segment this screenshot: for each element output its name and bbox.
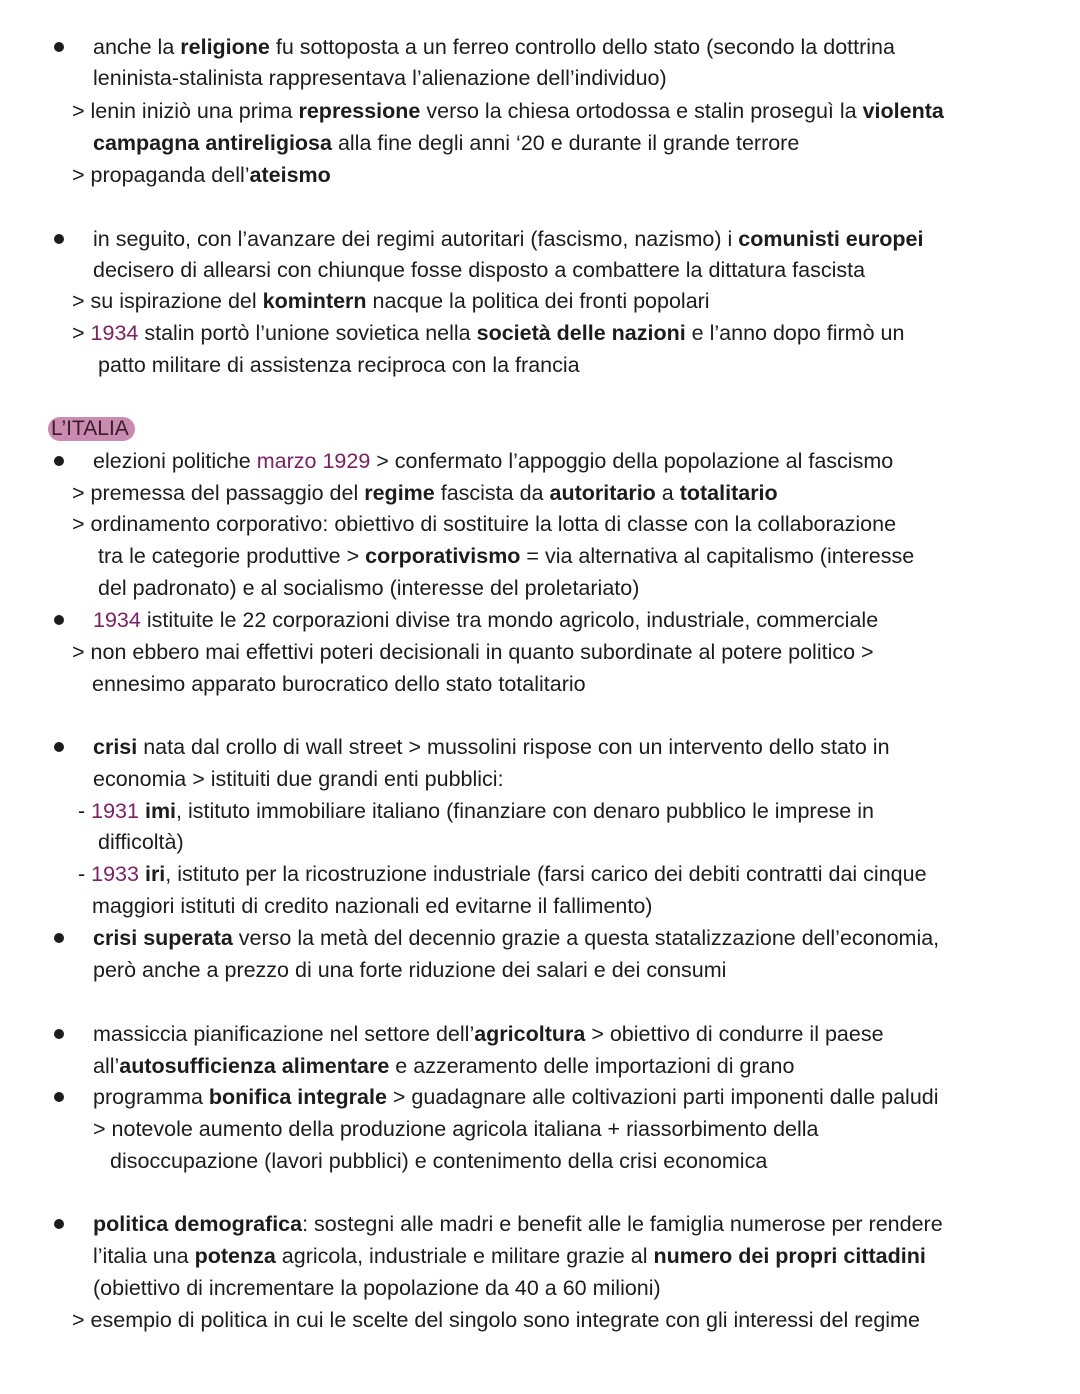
text-line xyxy=(93,766,504,792)
text-segment: patto militare di assistenza reciproca con la francia xyxy=(98,353,580,377)
text-segment: nata dal crollo di wall street > mussolini rispose con un intervento dello stato in xyxy=(137,735,890,759)
text-segment: > lenin iniziò una prima xyxy=(72,99,299,123)
text-line xyxy=(98,352,580,378)
text-line xyxy=(72,639,874,665)
text-segment: > obiettivo di condurre il paese xyxy=(585,1022,884,1046)
text-segment: programma xyxy=(93,1085,209,1109)
date-text: 1931 xyxy=(91,799,139,823)
text-segment: però anche a prezzo di una forte riduzione dei salari e dei consumi xyxy=(93,958,727,982)
text-segment: fascista da xyxy=(434,481,550,505)
text-line xyxy=(93,130,799,156)
text-segment: > esempio di politica in cui le scelte del singolo sono integrate con gli interessi del regime xyxy=(72,1308,920,1332)
text-line xyxy=(93,925,939,951)
text-line xyxy=(78,798,874,824)
bullet-icon xyxy=(54,1029,64,1039)
text-line xyxy=(93,1053,794,1079)
text-segment: > ordinamento corporativo: obiettivo di sostituire la lotta di classe con la collaborazione xyxy=(72,512,897,536)
text-segment: > propaganda dell’ xyxy=(72,163,250,187)
text-line xyxy=(93,257,865,283)
text-line xyxy=(93,1211,943,1237)
bold-term: religione xyxy=(180,35,270,59)
text-segment: > xyxy=(72,321,91,345)
text-segment: = via alternativa al capitalismo (interesse xyxy=(520,544,915,568)
text-line xyxy=(93,1275,661,1301)
text-segment: > su ispirazione del xyxy=(72,289,263,313)
text-segment: e l’anno dopo firmò un xyxy=(685,321,905,345)
bold-term: politica demografica xyxy=(93,1212,303,1236)
text-line xyxy=(72,320,904,346)
text-segment: massiccia pianificazione nel settore dell’ xyxy=(93,1022,475,1046)
text-line xyxy=(72,511,896,537)
text-line xyxy=(93,226,923,252)
text-line xyxy=(78,861,927,887)
bullet-icon xyxy=(54,42,64,52)
bold-term: potenza xyxy=(194,1244,276,1268)
bold-term: violenta xyxy=(862,99,944,123)
text-segment: ennesimo apparato burocratico dello stato totalitario xyxy=(92,672,586,696)
text-line xyxy=(92,671,586,697)
bold-term: imi xyxy=(144,799,177,823)
text-line xyxy=(93,34,895,60)
text-segment: difficoltà) xyxy=(98,830,184,854)
text-line xyxy=(110,1148,767,1174)
text-line xyxy=(72,98,944,124)
text-line xyxy=(93,607,878,633)
text-segment: fu sottoposta a un ferreo controllo dello stato (secondo la dottrina xyxy=(269,35,895,59)
bullet-icon xyxy=(54,1219,64,1229)
bullet-icon xyxy=(54,234,64,244)
bold-term: komintern xyxy=(262,289,367,313)
bullet-icon xyxy=(54,1092,64,1102)
date-text: 1934 xyxy=(93,608,141,632)
text-segment: agricola, industriale e militare grazie al xyxy=(275,1244,654,1268)
text-line xyxy=(93,1084,939,1110)
text-line xyxy=(93,1116,819,1142)
text-segment: istituite le 22 corporazioni divise tra mondo agricolo, industriale, commerciale xyxy=(140,608,879,632)
date-text: 1934 xyxy=(90,321,139,345)
text-segment: - xyxy=(78,799,92,823)
text-segment: nacque la politica dei fronti popolari xyxy=(366,289,710,313)
bold-term: società delle nazioni xyxy=(476,321,686,345)
text-line xyxy=(98,543,914,569)
text-segment: elezioni politiche xyxy=(93,449,257,473)
text-segment: - xyxy=(78,862,92,886)
date-text: 1933 xyxy=(91,862,139,886)
text-line xyxy=(93,1021,884,1047)
bold-term: ateismo xyxy=(249,163,331,187)
bold-term: comunisti europei xyxy=(738,227,924,251)
bullet-icon xyxy=(54,456,64,466)
text-segment: decisero di allearsi con chiunque fosse disposto a combattere la dittatura fascista xyxy=(93,258,866,282)
bold-term: crisi superata xyxy=(93,926,233,950)
text-segment: stalin portò l’unione sovietica nella xyxy=(138,321,477,345)
text-segment: leninista-stalinista rappresentava l’alienazione dell’individuo) xyxy=(93,66,667,90)
text-segment: anche la xyxy=(93,35,181,59)
text-segment: : sostegni alle madri e benefit alle le famiglia numerose per rendere xyxy=(302,1212,943,1236)
text-segment: maggiori istituti di credito nazionali ed evitarne il fallimento) xyxy=(92,894,653,918)
text-line xyxy=(93,65,667,91)
text-line xyxy=(93,448,893,474)
text-segment: , istituto immobiliare italiano (finanziare con denaro pubblico le imprese in xyxy=(176,799,874,823)
bold-term: campagna antireligiosa xyxy=(93,131,332,155)
text-line xyxy=(93,957,726,983)
bold-term: crisi xyxy=(93,735,138,759)
text-segment: verso la chiesa ortodossa e stalin proseguì la xyxy=(420,99,863,123)
text-line xyxy=(93,734,890,760)
text-line xyxy=(72,480,778,506)
bold-term: corporativismo xyxy=(365,544,521,568)
bold-term: autoritario xyxy=(549,481,656,505)
text-segment: > non ebbero mai effettivi poteri decisionali in quanto subordinate al potere politico > xyxy=(72,640,874,664)
text-segment: disoccupazione (lavori pubblici) e contenimento della crisi economica xyxy=(110,1149,768,1173)
bold-term: totalitario xyxy=(679,481,778,505)
text-segment: alla fine degli anni ‘20 e durante il grande terrore xyxy=(331,131,800,155)
text-segment: l’italia una xyxy=(93,1244,195,1268)
text-segment: tra le categorie produttive > xyxy=(98,544,366,568)
text-line xyxy=(92,893,652,919)
text-segment: a xyxy=(655,481,680,505)
bold-term: autosufficienza alimentare xyxy=(119,1054,390,1078)
text-segment: e azzeramento delle importazioni di grano xyxy=(389,1054,795,1078)
text-segment: all’ xyxy=(93,1054,120,1078)
bold-term: regime xyxy=(364,481,435,505)
text-segment: > confermato l’appoggio della popolazione al fascismo xyxy=(370,449,894,473)
bold-term: numero dei propri cittadini xyxy=(653,1244,926,1268)
bullet-icon xyxy=(54,742,64,752)
text-line xyxy=(72,162,331,188)
text-segment: > guadagnare alle coltivazioni parti imponenti dalle paludi xyxy=(386,1085,939,1109)
bullet-icon xyxy=(54,615,64,625)
text-segment: economia > istituiti due grandi enti pubblici: xyxy=(93,767,504,791)
text-segment: > notevole aumento della produzione agricola italiana + riassorbimento della xyxy=(93,1117,819,1141)
bold-term: repressione xyxy=(298,99,421,123)
text-line xyxy=(72,1307,920,1333)
text-segment: del padronato) e al socialismo (interesse del proletariato) xyxy=(98,576,640,600)
date-text: marzo 1929 xyxy=(256,449,371,473)
text-line xyxy=(98,575,639,601)
bold-term: bonifica integrale xyxy=(208,1085,387,1109)
bullet-icon xyxy=(54,933,64,943)
text-line xyxy=(98,829,184,855)
text-line xyxy=(72,288,710,314)
bold-term: agricoltura xyxy=(474,1022,586,1046)
text-segment: in seguito, con l’avanzare dei regimi autoritari (fascismo, nazismo) i xyxy=(93,227,739,251)
bold-term: iri xyxy=(144,862,166,886)
text-segment: , istituto per la ricostruzione industriale (farsi carico dei debiti contratti dai cinque xyxy=(165,862,927,886)
section-heading-italia: L’ITALIA xyxy=(48,417,135,441)
text-segment: (obiettivo di incrementare la popolazione da 40 a 60 milioni) xyxy=(93,1276,661,1300)
text-line xyxy=(93,1243,926,1269)
text-segment: > premessa del passaggio del xyxy=(72,481,365,505)
text-segment: verso la metà del decennio grazie a questa statalizzazione dell’economia, xyxy=(232,926,940,950)
